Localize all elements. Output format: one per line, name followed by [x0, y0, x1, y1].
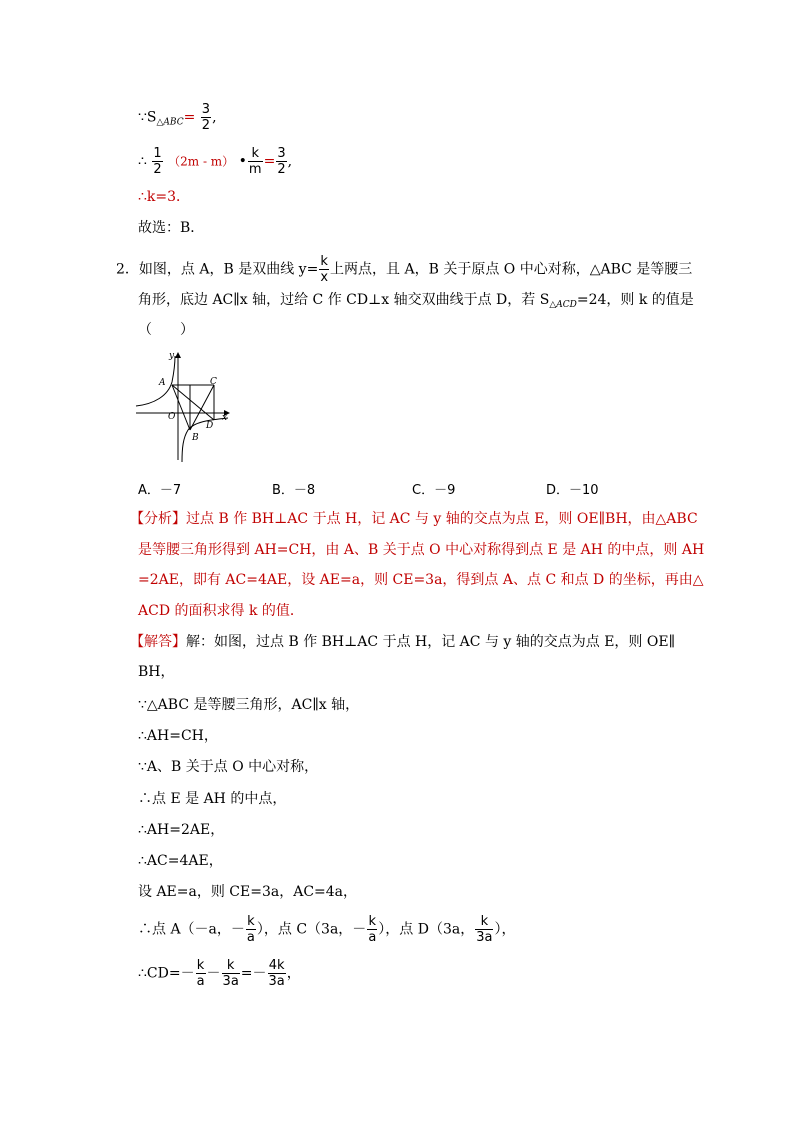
solution-line-3: ∵△ABC 是等腰三角形，AC∥x 轴，: [138, 697, 360, 713]
fraction: [319, 254, 329, 285]
line-area-abc: [138, 102, 217, 133]
text: =: [263, 153, 276, 170]
line-answer: [138, 218, 204, 238]
line-k-value: ∴k=3．: [138, 189, 191, 205]
solution-line-9: 设 AE=a，则 CE=3a，AC=4a，: [138, 884, 358, 900]
numerator: k: [368, 914, 377, 929]
fraction: [276, 146, 286, 177]
solution-line-6: ∴点 E 是 AH 的中点，: [138, 791, 287, 807]
choice-a[interactable]: A．－7: [138, 483, 182, 498]
text: 如图，点 A，B 是双曲线 y=: [138, 261, 319, 278]
text: －: [206, 965, 221, 982]
fraction: [246, 914, 256, 945]
subscript: △ABC: [156, 117, 184, 128]
text: ），: [494, 921, 516, 938]
numerator: k: [196, 958, 205, 973]
solution-line-10: [138, 914, 515, 945]
solution-line-2: BH，: [138, 664, 175, 680]
analysis-line-1: [130, 509, 698, 529]
denominator: m: [248, 162, 262, 177]
text: ∴点 A（－a，－: [138, 921, 245, 938]
fraction: [248, 146, 263, 177]
text: ∴CD=－: [138, 965, 195, 982]
numerator: 3: [201, 102, 211, 117]
fraction: [222, 958, 240, 989]
text: ∵S: [138, 109, 157, 126]
numerator: 4k: [268, 958, 285, 973]
fraction: [152, 146, 162, 177]
label-b: B: [192, 433, 199, 443]
fraction: [268, 958, 286, 989]
analysis-tag: 【分析】: [130, 511, 186, 527]
text: 故选：B．: [138, 220, 205, 236]
text: 上两点，且 A，B 关于原点 O 中心对称，△ABC 是等腰三: [330, 261, 693, 278]
solution-line-1: [130, 632, 675, 652]
text: ），点 C（3a，－: [256, 921, 367, 938]
fraction: [196, 958, 206, 989]
numerator: k: [320, 254, 328, 269]
denominator: 3a: [268, 974, 285, 989]
hyperbola-branch-upper: [136, 356, 175, 406]
denominator: a: [246, 930, 255, 945]
text: ），点 D（3a，: [378, 921, 475, 938]
text: ∴: [138, 153, 147, 170]
solution-line-8: ∴AC=4AE，: [138, 853, 223, 869]
choice-d[interactable]: D．－10: [546, 483, 599, 498]
denominator: 2: [201, 118, 211, 133]
solution-line-5: ∵A、B 关于点 O 中心对称，: [138, 759, 319, 775]
solution-line-11: [138, 958, 301, 989]
text: 过点 B 作 BH⊥AC 于点 H，记 AC 与 y 轴的交点为点 E，则 OE∥BH，由△ABC: [186, 511, 698, 527]
question-line-3: （ ）: [138, 322, 194, 338]
denominator: 2: [277, 162, 286, 177]
solution-tag: 【解答】: [130, 634, 186, 650]
hyperbola-figure: [132, 348, 240, 466]
label-o: O: [168, 412, 176, 422]
text: =－: [240, 965, 267, 982]
text: =24，则 k 的值是: [576, 292, 694, 308]
choice-b[interactable]: B．－8: [272, 483, 316, 498]
denominator: x: [320, 270, 329, 285]
text: （2m - m）: [168, 154, 235, 169]
text: •: [238, 153, 247, 170]
numerator: 1: [153, 146, 162, 161]
text: 角形，底边 AC∥x 轴，过给 C 作 CD⊥x 轴交双曲线于点 D，若 S: [138, 292, 550, 308]
line-equation: [138, 146, 292, 177]
numerator: k: [475, 914, 493, 930]
fraction: [201, 102, 211, 133]
fraction: [367, 914, 377, 945]
analysis-line-4: ACD 的面积求得 k 的值．: [138, 603, 304, 619]
numerator: 3: [277, 146, 286, 161]
segment-ab: [172, 385, 190, 430]
text: ,: [212, 109, 217, 126]
text: ,: [287, 153, 293, 170]
analysis-line-2: 是等腰三角形得到 AH=CH，由 A、B 关于点 O 中心对称得到点 E 是 AH 的中点，则 AH: [138, 542, 705, 558]
numerator: k: [222, 958, 240, 974]
text: 解：如图，过点 B 作 BH⊥AC 于点 H，记 AC 与 y 轴的交点为点 E，则 OE∥: [186, 634, 676, 650]
question-line-2: [138, 290, 694, 315]
label-c: C: [210, 377, 217, 387]
label-x: x: [222, 413, 228, 423]
question-number: 2．: [116, 261, 139, 278]
numerator: k: [248, 146, 263, 162]
text: ，: [286, 965, 301, 982]
denominator: a: [368, 930, 377, 945]
label-y: y: [169, 351, 175, 361]
denominator: 2: [153, 162, 162, 177]
solution-line-4: ∴AH=CH，: [138, 728, 218, 744]
solution-line-7: ∴AH=2AE，: [138, 822, 225, 838]
y-axis-arrow: [175, 352, 181, 358]
denominator: 3a: [222, 974, 239, 989]
choice-c[interactable]: C．－9: [412, 483, 456, 498]
denominator: 3a: [476, 930, 493, 945]
question-line-1: [116, 254, 692, 285]
subscript: △ACD: [549, 300, 577, 310]
label-d: D: [206, 421, 214, 431]
analysis-line-3: =2AE，即有 AC=4AE，设 AE=a，则 CE=3a，得到点 A、点 C 和点 D 的坐标，再由△: [138, 572, 704, 588]
text: =: [183, 109, 196, 126]
denominator: a: [196, 974, 205, 989]
label-a: A: [159, 378, 166, 388]
numerator: k: [247, 914, 255, 929]
fraction: [475, 914, 493, 945]
hyperbola-branch-lower: [182, 418, 228, 462]
